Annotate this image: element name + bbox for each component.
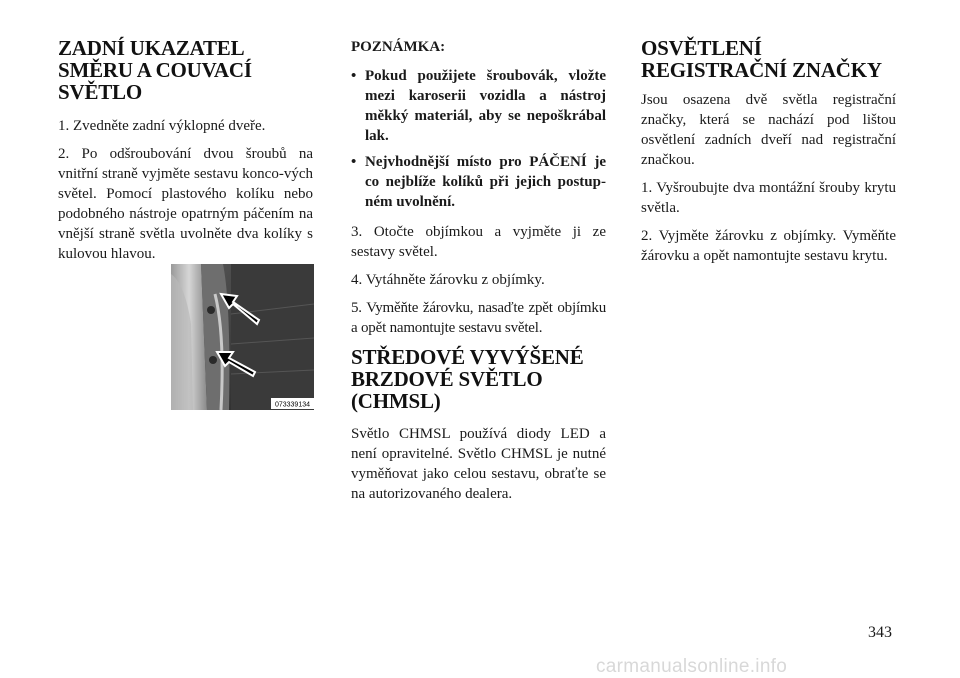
heading-line: ZADNÍ UKAZATEL bbox=[58, 36, 245, 60]
heading-line: (CHMSL) bbox=[351, 389, 441, 413]
tail-light-photo bbox=[171, 264, 314, 410]
bullet-marker: • bbox=[351, 68, 357, 84]
page-number: 343 bbox=[868, 624, 892, 641]
watermark: carmanualsonline.info bbox=[596, 656, 788, 677]
step-paragraph: 2. Po odšroubování dvou šroubů na vnitřní straně vyjměte sestavu konco-vých světel. Pomocí plastového kolíku nebo podobného nástroje opatrným páčením na vnější straně světla uvolněte dva kolíky s kulovou hlavou. bbox=[58, 146, 313, 262]
section-heading-rear-lights bbox=[58, 37, 313, 103]
step-paragraph: 2. Vyjměte žárovku z objímky. Vyměňte žárovku a opět namontujte sestavu krytu. bbox=[641, 228, 896, 264]
tail-light-illustration bbox=[171, 264, 314, 410]
note-bullet-text: Nejvhodnější místo pro PÁČENÍ je co nejblíže kolíků při jejich postup-ném uvolnění. bbox=[365, 154, 606, 210]
heading-line: STŘEDOVÉ VYVÝŠENÉ bbox=[351, 345, 584, 369]
note-title: POZNÁMKA: bbox=[351, 39, 446, 55]
step-paragraph: 1. Zvedněte zadní výklopné dveře. bbox=[58, 118, 266, 134]
step-paragraph: 4. Vytáhněte žárovku z objímky. bbox=[351, 272, 545, 288]
chmsl-paragraph: Světlo CHMSL používá diody LED a není opravitelné. Světlo CHMSL je nutné vyměňovat jako celou sestavu, obraťte se na autorizovaného dealera. bbox=[351, 426, 606, 502]
section-heading-chmsl bbox=[351, 346, 606, 412]
heading-line: SMĚRU A COUVACÍ bbox=[58, 58, 252, 82]
license-light-paragraph: Jsou osazena dvě světla registrační značky, která se nachází pod lištou osvětlení zadních dveří nad registrační značkou. bbox=[641, 92, 896, 168]
note-bullet bbox=[351, 66, 606, 146]
heading-line: BRZDOVÉ SVĚTLO bbox=[351, 367, 543, 391]
heading-line: REGISTRAČNÍ ZNAČKY bbox=[641, 58, 882, 82]
step-paragraph: 1. Vyšroubujte dva montážní šrouby krytu světla. bbox=[641, 180, 896, 216]
step-paragraph: 3. Otočte objímkou a vyjměte ji ze sestavy světel. bbox=[351, 224, 606, 260]
note-bullet bbox=[351, 152, 606, 212]
section-heading-license-light bbox=[641, 37, 896, 81]
step-paragraph: 5. Vyměňte žárovku, nasaďte zpět objímku a opět namontujte sestavu světel. bbox=[351, 300, 606, 336]
note-bullet-text: Pokud použijete šroubovák, vložte mezi karoserii vozidla a nástroj měkký materiál, aby se nepoškrábal lak. bbox=[365, 68, 606, 144]
heading-line: OSVĚTLENÍ bbox=[641, 36, 762, 60]
figure-label: 073339134 bbox=[274, 401, 311, 409]
heading-line: SVĚTLO bbox=[58, 80, 142, 104]
bullet-marker: • bbox=[351, 154, 357, 170]
